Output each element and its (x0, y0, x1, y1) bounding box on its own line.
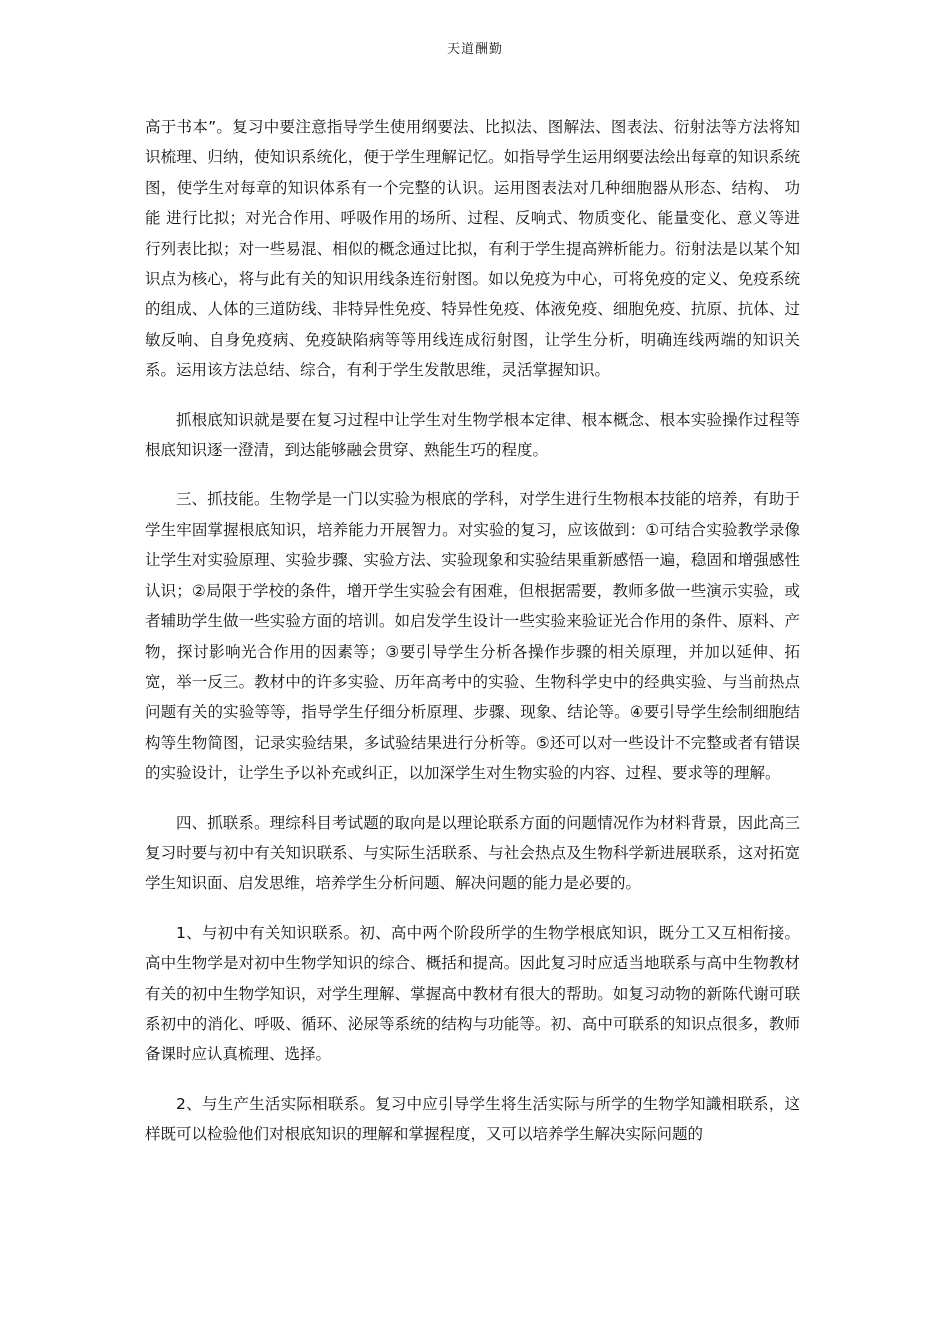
paragraph-2: 抓根底知识就是要在复习过程中让学生对生物学根本定律、根本概念、根本实验操作过程等根底知识逐一澄清，到达能够融会贯穿、熟能生巧的程度。 (145, 410, 800, 460)
document-body (145, 112, 800, 1169)
paragraph-3: 三、抓技能。生物学是一门以实验为根底的学科，对学生进行生物根本技能的培养，有助于学生牢固掌握根底知识，培养能力开展智力。对实验的复习，应该做到：①可结合实验教学录像让学生对实验原理、实验步骤、实验方法、实验现象和实验结果重新感悟一遍，稳固和增强感性认识；②局限于学校的条件，增开学生实验会有困难，但根据需要，教师多做一些演示实验，或者辅助学生做一些实验方面的培训。如启发学生设计一些实验来验证光合作用的条件、原料、产物，探讨影响光合作用的因素等；③要引导学生分析各操作步骤的相关原理，并加以延伸、拓宽，举一反三。教材中的许多实验、历年高考中的实验、生物科学史中的经典实验、与当前热点问题有关的实验等等，指导学生仔细分析原理、步骤、现象、结论等。④要引导学生绘制细胞结构等生物简图，记录实验结果，多试验结果进行分析等。⑤还可以对一些设计不完整或者有错误的实验设计，让学生予以补充或纠正，以加深学生对生物实验的内容、过程、要求等的理解。 (145, 490, 800, 783)
paragraph-6: 2、与生产生活实际相联系。复习中应引导学生将生活实际与所学的生物学知識相联系，这样既可以检验他们对根底知识的理解和掌握程度，又可以培养学生解决实际问题的 (145, 1094, 800, 1144)
page-header: 天道酬勤 (446, 42, 503, 57)
paragraph-4: 四、抓联系。理综科目考试题的取向是以理论联系方面的问题情况作为材料背景，因此高三复习时要与初中有关知识联系、与实际生活联系、与社会热点及生物科学新进展联系，这对拓宽学生知识面、启发思维，培养学生分析问题、解决问题的能力是必要的。 (145, 813, 800, 893)
paragraph-1: 高于书本”。复习中要注意指导学生使用纲要法、比拟法、图解法、图表法、衍射法等方法将知识梳理、归纳，使知识系统化，便于学生理解记忆。如指导学生运用纲要法绘出每章的知识系统图，使学生对每章的知识体系有一个完整的认识。运用图表法对几种细胞器从形态、结构、 功能 进行比拟；对光合作用、呼吸作用的场所、过程、反响式、物质变化、能量变化、意义等进行列表比拟；对一些易混、相似的概念通过比拟，有利于学生提高辨析能力。衍射法是以某个知识点为核心，将与此有关的知识用线条连衍射图。如以免疫为中心，可将免疫的定义、免疫系统的组成、人体的三道防线、非特异性免疫、特异性免疫、体液免疫、细胞免疫、抗原、抗体、过敏反响、自身免疫病、免疫缺陷病等等用线连成衍射图，让学生分析，明确连线两端的知识关系。运用该方法总结、综合，有利于学生发散思维，灵活掌握知识。 (145, 118, 800, 380)
paragraph-5: 1、与初中有关知识联系。初、高中两个阶段所学的生物学根底知识，既分工又互相衔接。高中生物学是对初中生物学知识的综合、概括和提高。因此复习时应适当地联系与高中生物教材有关的初中生物学知识，对学生理解、掌握高中教材有很大的帮助。如复习动物的新陈代谢可联系初中的消化、呼吸、循环、泌尿等系统的结构与功能等。初、高中可联系的知识点很多，教师备课时应认真梳理、选择。 (145, 923, 800, 1064)
